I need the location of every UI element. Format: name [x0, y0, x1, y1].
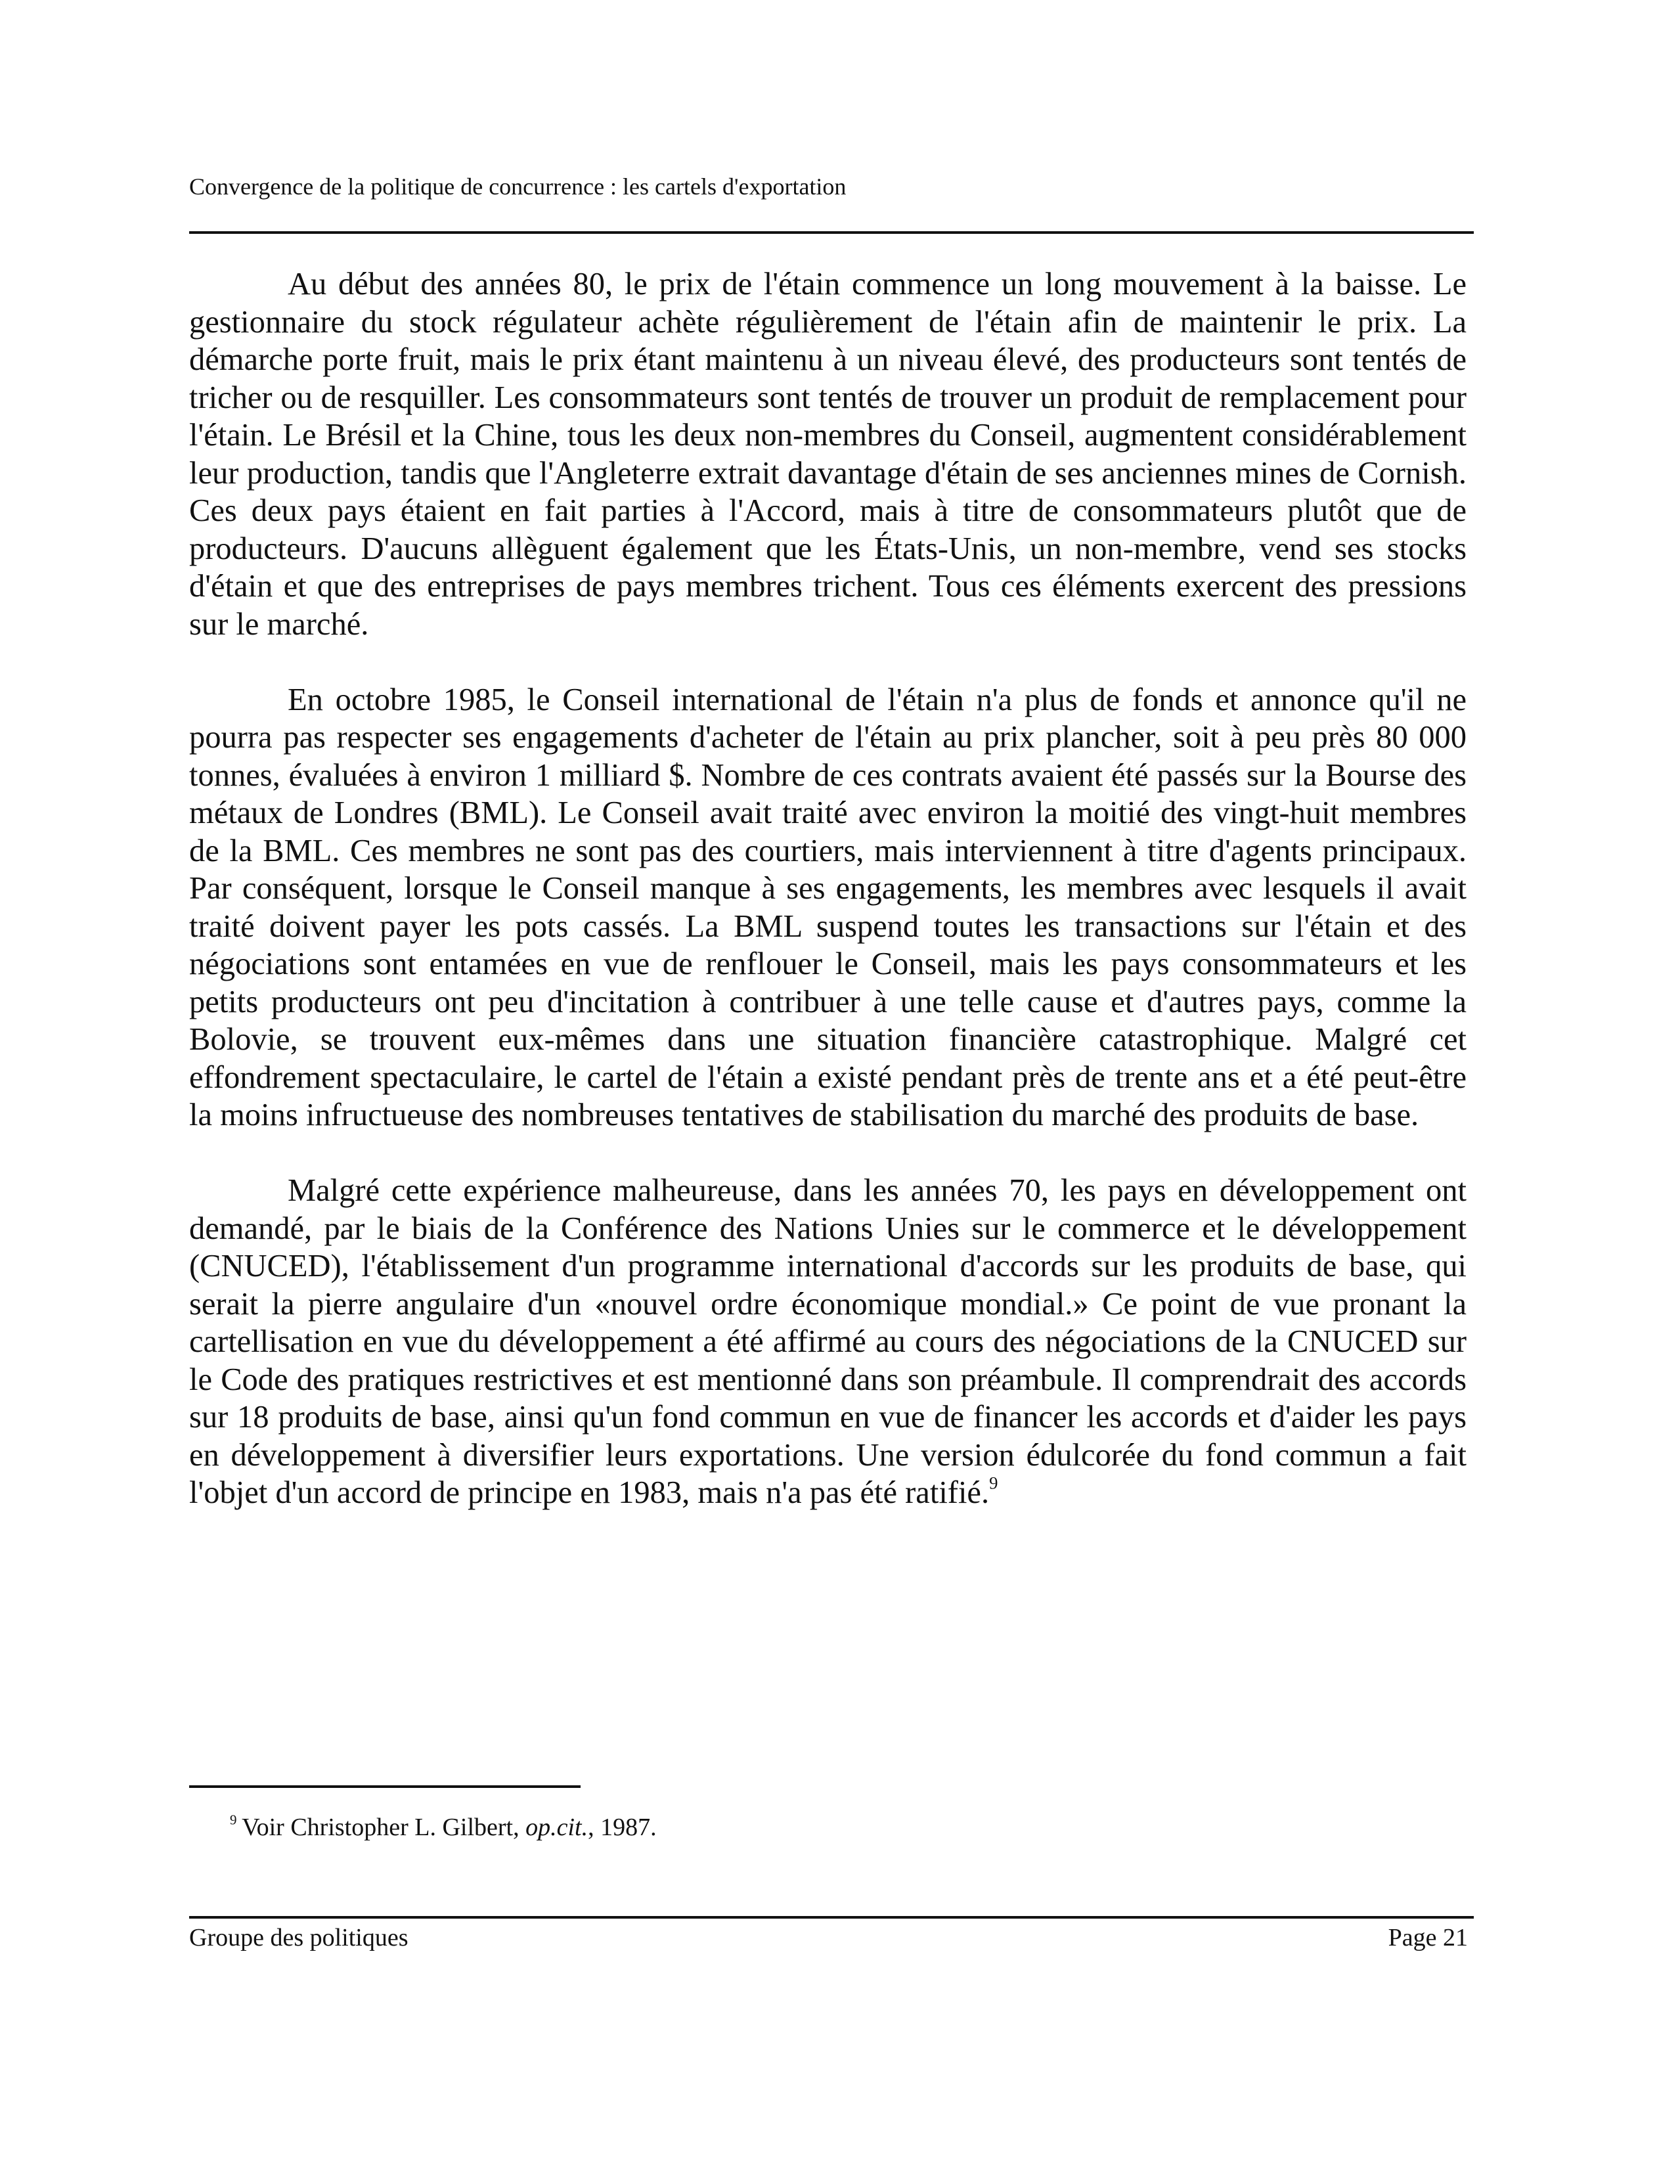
paragraph-2: En octobre 1985, le Conseil international de l'étain n'a plus de fonds et annonce qu'il ne pourra pas respecter ses engagements d'acheter de l'étain au prix plancher, soit à peu près 80 000 tonnes, évaluées à environ 1 milliard $. Nombre de ces contrats avaient été passés sur la Bourse des métaux de Londres (BML). Le Conseil avait traité avec environ la moitié des vingt-huit membres de la BML. Ces membres ne sont pas des courtiers, mais interviennent à titre d'agents principaux. Par conséquent, lorsque le Conseil manque à ses engagements, les membres avec lesquels il avait traité doivent payer les pots cassés. La BML suspend toutes les transactions sur l'étain et des négociations sont entamées en vue de renflouer le Conseil, mais les pays consommateurs et les petits producteurs ont peu d'incitation à contribuer à une telle cause et d'autres pays, comme la Bolovie, se trouvent eux-mêmes dans une situation financière catastrophique. Malgré cet effondrement spectaculaire, le cartel de l'étain a existé pendant près de trente ans et a été peut-être la moins infructueuse des nombreuses tentatives de stabilisation du marché des produits de base. — [189, 682, 1467, 1132]
paragraph-3-text: Malgré cette expérience malheureuse, dans les années 70, les pays en développement ont demandé, par le biais de la Conférence des Nations Unies sur le commerce et le développement (CNUCED), l'établissement d'un programme international d'accords sur les produits de base, qui serait la pierre angulaire d'un «nouvel ordre économique mondial.» Ce point de vue pronant la cartellisation en vue du développement a été affirmé au cours des négociations de la CNUCED sur le Code des pratiques restrictives et est mentionné dans son préambule. Il comprendrait des accords sur 18 produits de base, ainsi qu'un fond commun en vue de financer les accords et d'aider les pays en développement à diversifier leurs exportations. Une version édulcorée du fond commun a fait l'objet d'un accord de principe en 1983, mais n'a pas été ratifié. — [189, 1173, 1467, 1510]
footer-rule — [189, 1916, 1474, 1919]
running-header: Convergence de la politique de concurrence : les cartels d'exportation — [189, 173, 847, 200]
paragraph-3 — [189, 1172, 1467, 1512]
footnote-reference: 9 — [989, 1473, 998, 1493]
footnote-rule — [189, 1785, 581, 1788]
footnote — [230, 1812, 657, 1843]
page-number: Page 21 — [1388, 1924, 1468, 1951]
footnote-italic: op.cit. — [525, 1814, 588, 1841]
body-text — [189, 265, 1467, 1512]
footer-left: Groupe des politiques — [189, 1924, 409, 1951]
footnote-text-after: , 1987. — [588, 1814, 657, 1841]
footnote-number: 9 — [230, 1812, 237, 1828]
paragraph-1: Au début des années 80, le prix de l'étain commence un long mouvement à la baisse. Le gestionnaire du stock régulateur achète régulièrement de l'étain afin de maintenir le prix. La démarche porte fruit, mais le prix étant maintenu à un niveau élevé, des producteurs sont tentés de tricher ou de resquiller. Les consommateurs sont tentés de trouver un produit de remplacement pour l'étain. Le Brésil et la Chine, tous les deux non-membres du Conseil, augmentent considérablement leur production, tandis que l'Angleterre extrait davantage d'étain de ses anciennes mines de Cornish. Ces deux pays étaient en fait parties à l'Accord, mais à titre de consommateurs plutôt que de producteurs. D'aucuns allèguent également que les États-Unis, un non-membre, vend ses stocks d'étain et que des entreprises de pays membres trichent. Tous ces éléments exercent des pressions sur le marché. — [189, 267, 1467, 642]
footnote-text-before: Voir Christopher L. Gilbert, — [242, 1814, 526, 1841]
header-rule — [189, 231, 1474, 234]
